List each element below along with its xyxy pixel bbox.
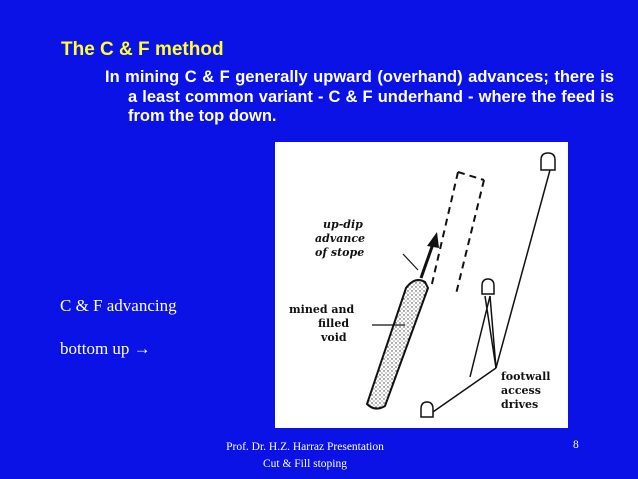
filled-void: [367, 280, 428, 409]
side-note-line-1: C & F advancing: [60, 296, 177, 315]
label-mined-3: void: [321, 331, 347, 344]
label-footwall-3: drives: [501, 398, 539, 411]
stope-diagram: [275, 142, 568, 428]
body-paragraph: In mining C & F generally upward (overhand) advances; there is a least common variant - C & F underhand - where the feed is from the top down.: [105, 68, 614, 125]
label-updip-1: up-dip: [323, 218, 363, 231]
footer-credit: [225, 439, 385, 473]
label-updip-2: advance: [315, 232, 366, 245]
footer-line-2: Cut & Fill stoping: [262, 458, 348, 470]
side-note-line-2: bottom up →: [60, 339, 151, 358]
label-mined-2: filled: [318, 317, 350, 330]
slide-title: The C & F method: [61, 39, 224, 60]
updip-arrow: [421, 244, 433, 278]
page-number: 8: [573, 439, 579, 451]
label-footwall-1: footwall: [501, 370, 551, 383]
footer-line-1: Prof. Dr. H.Z. Harraz Presentation: [226, 441, 384, 453]
planned-stope-outline: [431, 172, 484, 294]
label-updip-3: of stope: [315, 246, 365, 259]
label-footwall-2: access: [501, 384, 541, 397]
label-mined-1: mined and: [289, 303, 355, 316]
